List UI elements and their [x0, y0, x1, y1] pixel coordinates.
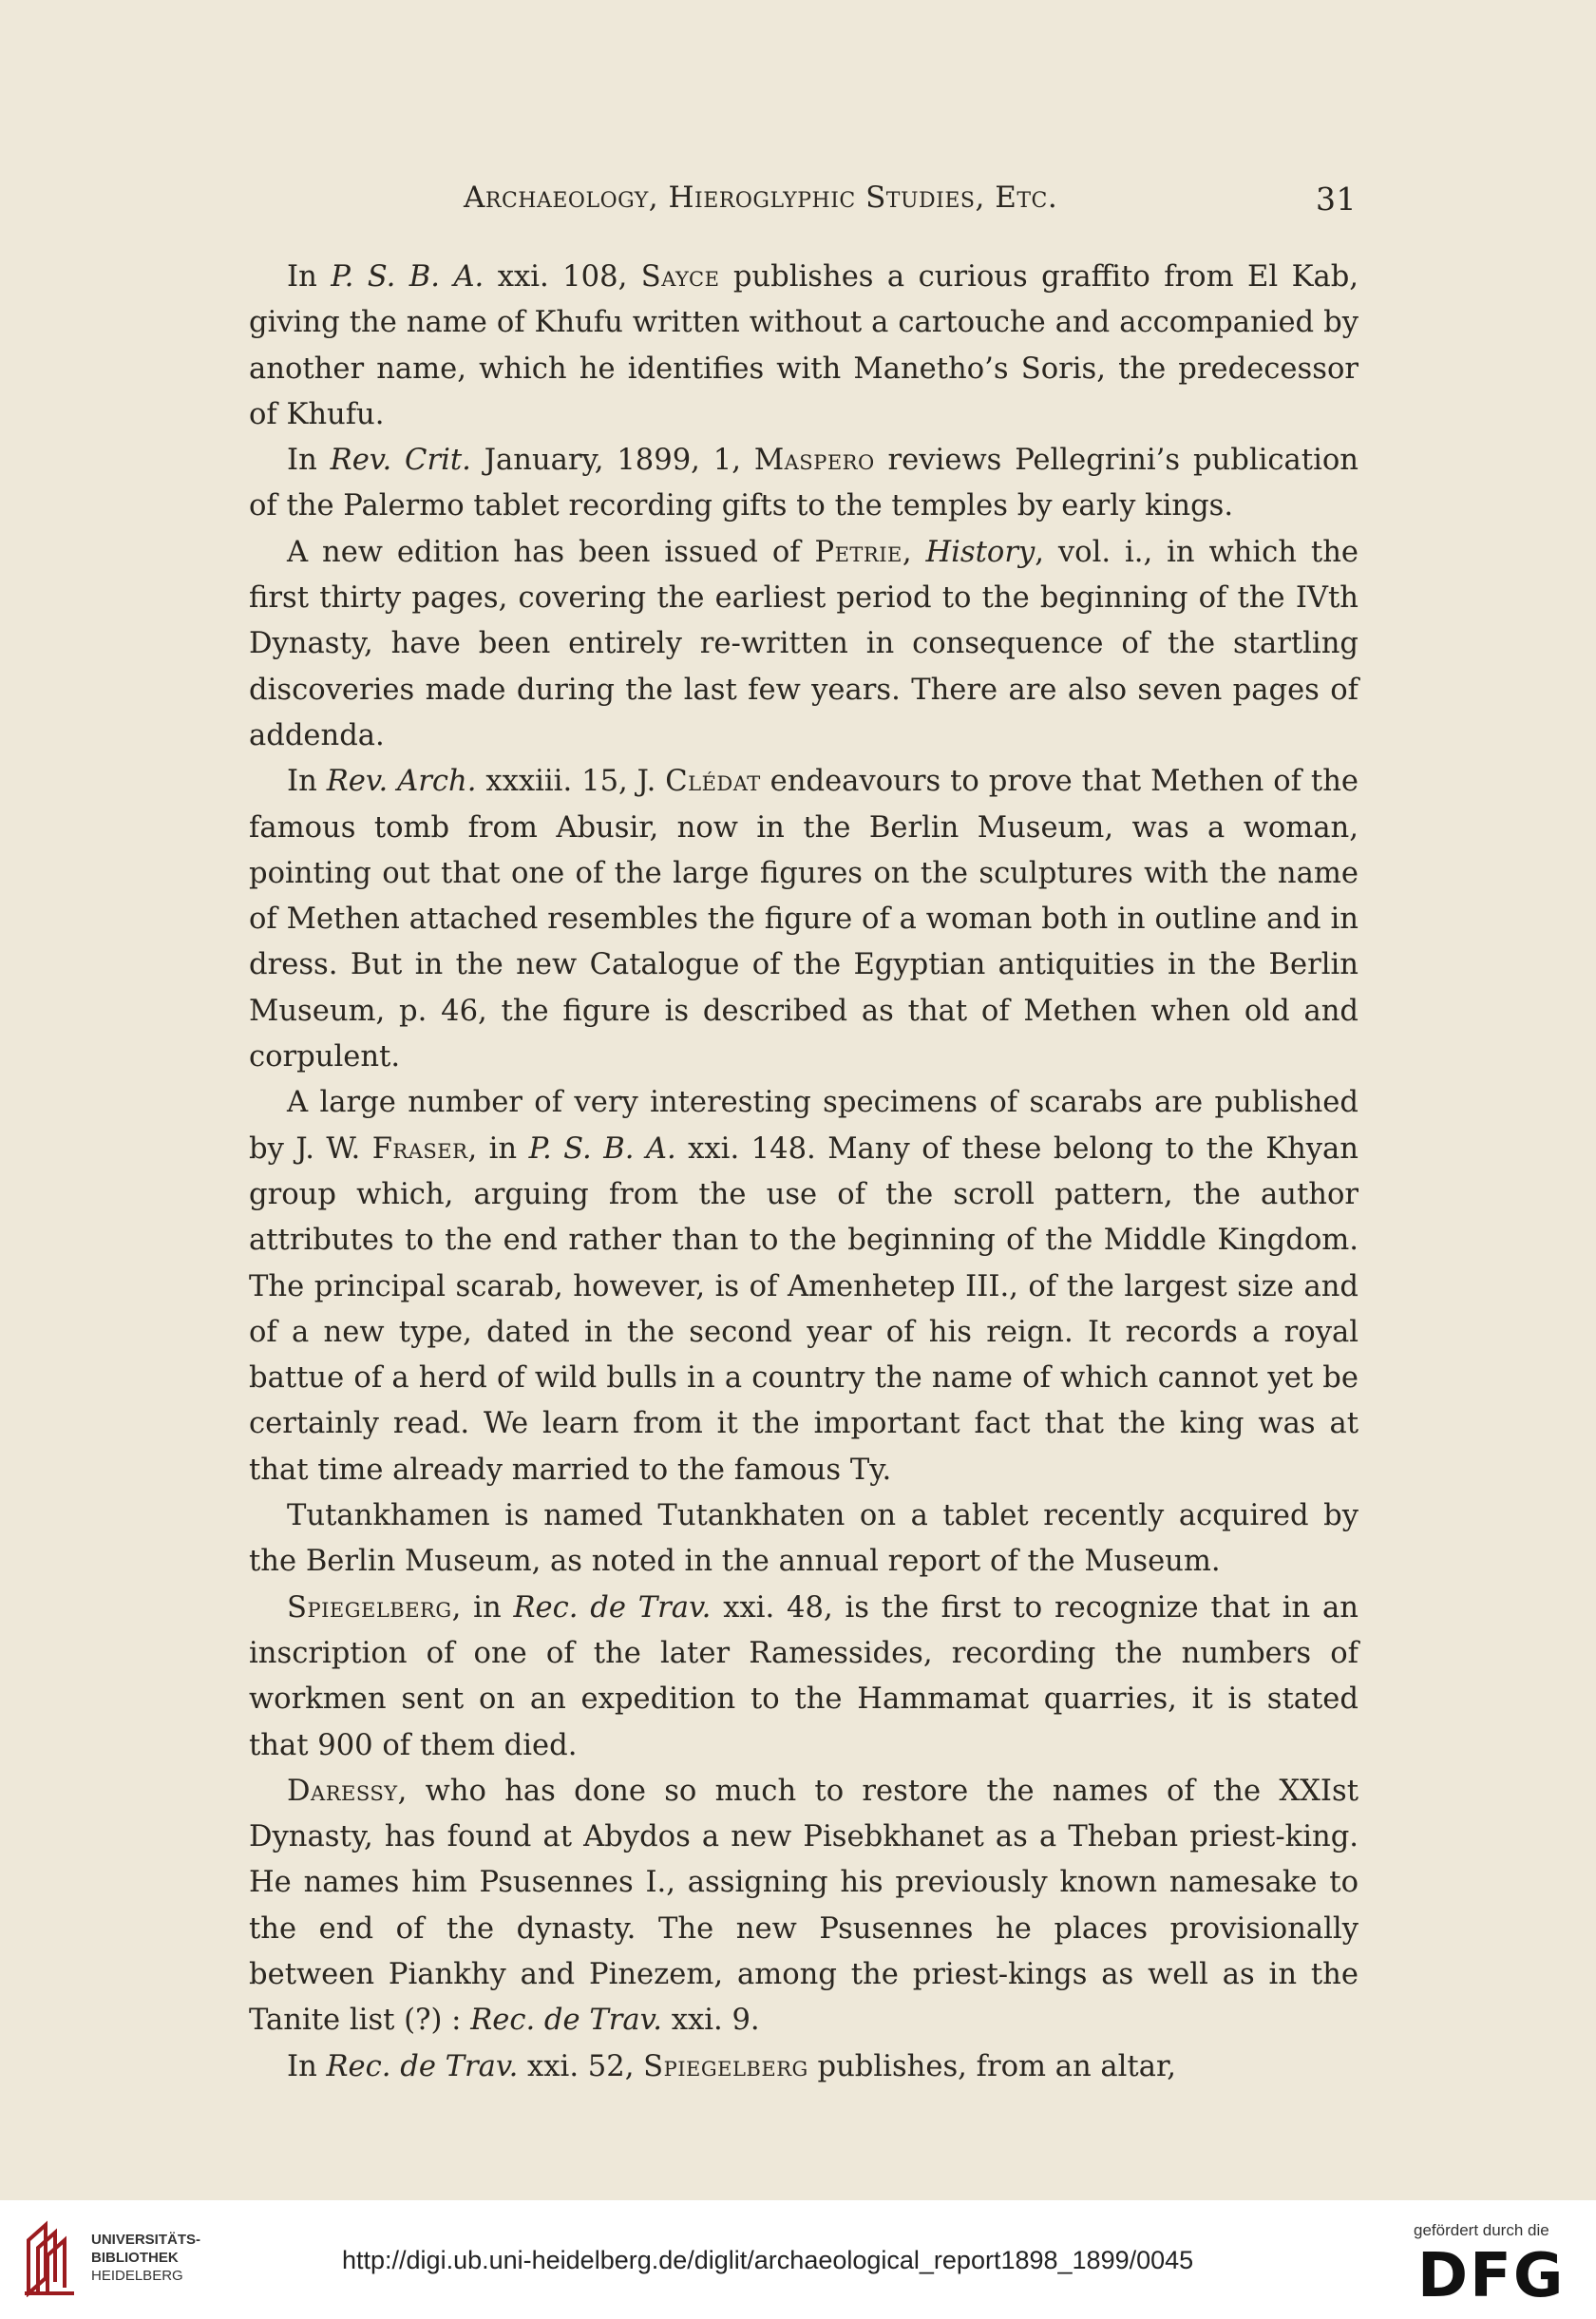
- library-name: [91, 2231, 200, 2285]
- text-run: ,: [902, 535, 926, 569]
- text-run: publishes, from an altar,: [808, 2049, 1176, 2083]
- text-run: xxi. 52,: [518, 2049, 644, 2083]
- digitization-footer: [0, 2200, 1596, 2319]
- text-run: xxi. 9.: [662, 2004, 760, 2038]
- author-name: Daressy: [287, 1774, 398, 1808]
- italic-citation: History: [925, 535, 1036, 569]
- paragraph: [249, 1769, 1358, 2044]
- text-run: xxxiii. 15, J.: [476, 765, 666, 799]
- permalink-url[interactable]: http://digi.ub.uni-heidelberg.de/diglit/archaeological_report1898_1899/0045: [342, 2246, 1194, 2274]
- italic-citation: Rec. de Trav.: [470, 2004, 662, 2038]
- paragraph: [249, 1493, 1358, 1586]
- italic-citation: P. S. B. A.: [331, 260, 484, 294]
- body-text: [249, 255, 1358, 2090]
- page-number: 31: [1316, 181, 1357, 218]
- italic-citation: Rev. Arch.: [326, 765, 477, 799]
- library-name-line: HEIDELBERG: [91, 2268, 183, 2284]
- paragraph: [249, 1586, 1358, 1769]
- text-run: xxi. 148. Many of these belong to the Khyan group which, arguing from the use of the scroll pattern, the author attributes to the end rather than to the beginning of the Middle Kingdom. The principal scarab, however, is of Amenhetep III., of the largest size and of a new type, dated in the second year of his reign. It records a royal battue of a herd of wild bulls in a country the name of which cannot yet be certainly read. We learn from it the important fact that the king was at that time already married to the famous Ty.: [249, 1131, 1358, 1487]
- author-name: Clédat: [665, 765, 761, 799]
- author-name: Fraser: [371, 1131, 468, 1166]
- italic-citation: Rec. de Trav.: [326, 2049, 519, 2083]
- paragraph: [249, 530, 1358, 759]
- author-name: Spiegelberg: [287, 1590, 452, 1625]
- text-run: , vol. i., in which the first thirty pages, covering the earliest period to the beginning of the IVth Dynasty, have been entirely re-written in consequence of the startling discoveries made during the last few years. There are also seven pages of addenda.: [249, 535, 1359, 752]
- text-run: A large number of very interesting specimens of scarabs are published by J. W.: [249, 1086, 1358, 1166]
- text-run: xxi. 108,: [484, 260, 641, 294]
- paragraph: [249, 255, 1358, 438]
- text-run: publishes a curious graffito from El Kab, giving the name of Khufu written without a cartouche and accompanied by another name, which he identifies with Manetho’s Soris, the predecessor of Khufu.: [249, 260, 1359, 431]
- library-name-line: BIBLIOTHEK: [91, 2250, 179, 2266]
- author-name: Spiegelberg: [643, 2049, 808, 2083]
- text-run: xxi. 48, is the first to recognize that in an inscription of one of the later Ramessides, recording the numbers of workmen sent on an expedition to the Hammamat quarries, it is stated that 900 of them died.: [249, 1590, 1358, 1762]
- paragraph: [249, 2044, 1358, 2090]
- author-name: Petrie: [814, 535, 902, 569]
- text-run: January, 1899, 1,: [470, 444, 754, 478]
- author-name: Maspero: [753, 444, 875, 478]
- text-run: In: [287, 765, 327, 799]
- text-run: In: [287, 444, 331, 478]
- running-title: Archaeology, Hieroglyphic Studies, Etc.: [464, 181, 1058, 215]
- text-run: endeavours to prove that Methen of the famous tomb from Abusir, now in the Berlin Museum, was a woman, pointing out that one of the large figures on the sculptures with the name of Methen attached resembles the figure of a woman both in outline and in dress. But in the new Catalogue of the Egyptian antiquities in the Berlin Museum, p. 46, the figure is described as that of Methen when old and corpulent.: [249, 765, 1359, 1074]
- text-run: Tutankhamen is named Tutankhaten on a tablet recently acquired by the Berlin Museum, as noted in the annual report of the Museum.: [249, 1499, 1358, 1579]
- text-run: In: [287, 2049, 327, 2083]
- paragraph: [249, 438, 1358, 530]
- text-run: , in: [467, 1131, 529, 1166]
- paragraph: [249, 1080, 1358, 1493]
- university-library-logo-icon: [21, 2219, 84, 2297]
- text-run: A new edition has been issued of: [287, 535, 815, 569]
- italic-citation: Rev. Crit.: [330, 444, 471, 478]
- running-header: [464, 181, 1357, 228]
- italic-citation: Rec. de Trav.: [513, 1590, 712, 1625]
- text-run: , who has done so much to restore the names of the XXIst Dynasty, has found at Abydos a new Pisebkhanet as a Theban priest-king. He names him Psusennes I., assigning his previously known namesake to the end of the dynasty. The new Psusennes he places provisionally between Piankhy and Pinezem, among the priest-kings as well as in the Tanite list (?) :: [249, 1774, 1358, 2038]
- dfg-logo: DFG: [1417, 2241, 1566, 2311]
- text-run: In: [287, 260, 332, 294]
- text-run: , in: [451, 1590, 514, 1625]
- paragraph: [249, 759, 1358, 1080]
- italic-citation: P. S. B. A.: [528, 1131, 676, 1166]
- text-run: reviews Pellegrini’s publication of the Palermo tablet recording gifts to the temples by early kings.: [249, 444, 1358, 523]
- author-name: Sayce: [640, 260, 720, 294]
- library-name-line: UNIVERSITÄTS-: [91, 2232, 201, 2248]
- sponsor-label: gefördert durch die: [1414, 2221, 1549, 2239]
